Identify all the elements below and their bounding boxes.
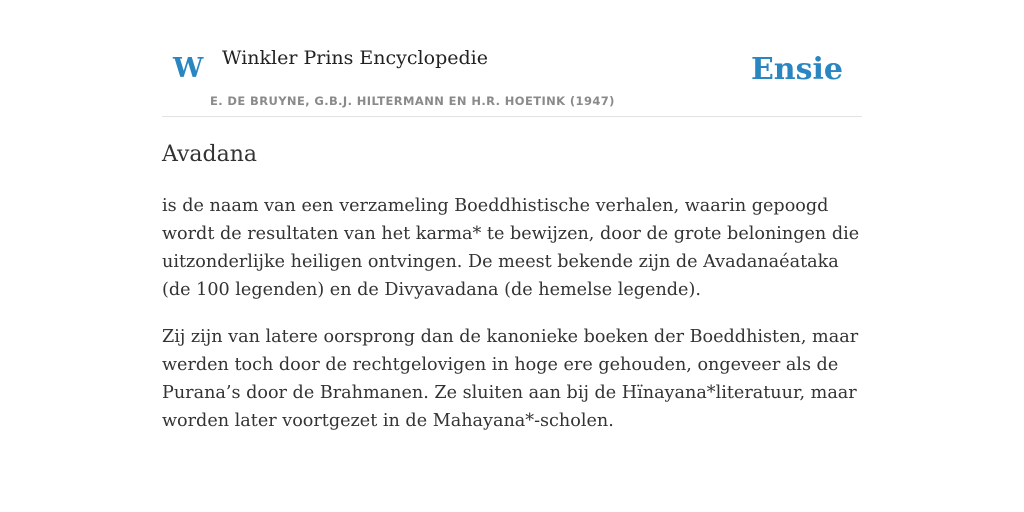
article-container [162,0,862,431]
entry-paragraph: is de naam van een verzameling Boeddhistische verhalen, waarin gepoogd wordt de resultaten van het karma* te bewijzen, door de grote beloningen die uitzonderlijke heiligen ontvingen. De meest bekende zijn de Avadanaéataka (de 100 legenden) en de Divyavadana (de hemelse legende). [162,196,860,300]
source-authors: E. DE BRUYNE, G.B.J. HILTERMANN EN H.R. HOETINK (1947) [210,94,615,108]
source-header [162,0,862,117]
winkler-prins-logo[interactable]: W [173,53,204,84]
source-title[interactable]: Winkler Prins Encyclopedie [222,47,488,69]
entry-paragraph: Zij zijn van latere oorsprong dan de kanonieke boeken der Boeddhisten, maar werden toch door de rechtgelovigen in hoge ere gehouden, ongeveer als de Purana’s door de Brahmanen. Ze sluiten aan bij de Hïnayana*literatuur, maar worden later voortgezet in de Mahayana*-scholen. [162,327,859,431]
entry-title: Avadana [162,142,258,167]
ensie-logo[interactable]: Ensie [750,52,843,87]
entry-body [162,192,862,454]
